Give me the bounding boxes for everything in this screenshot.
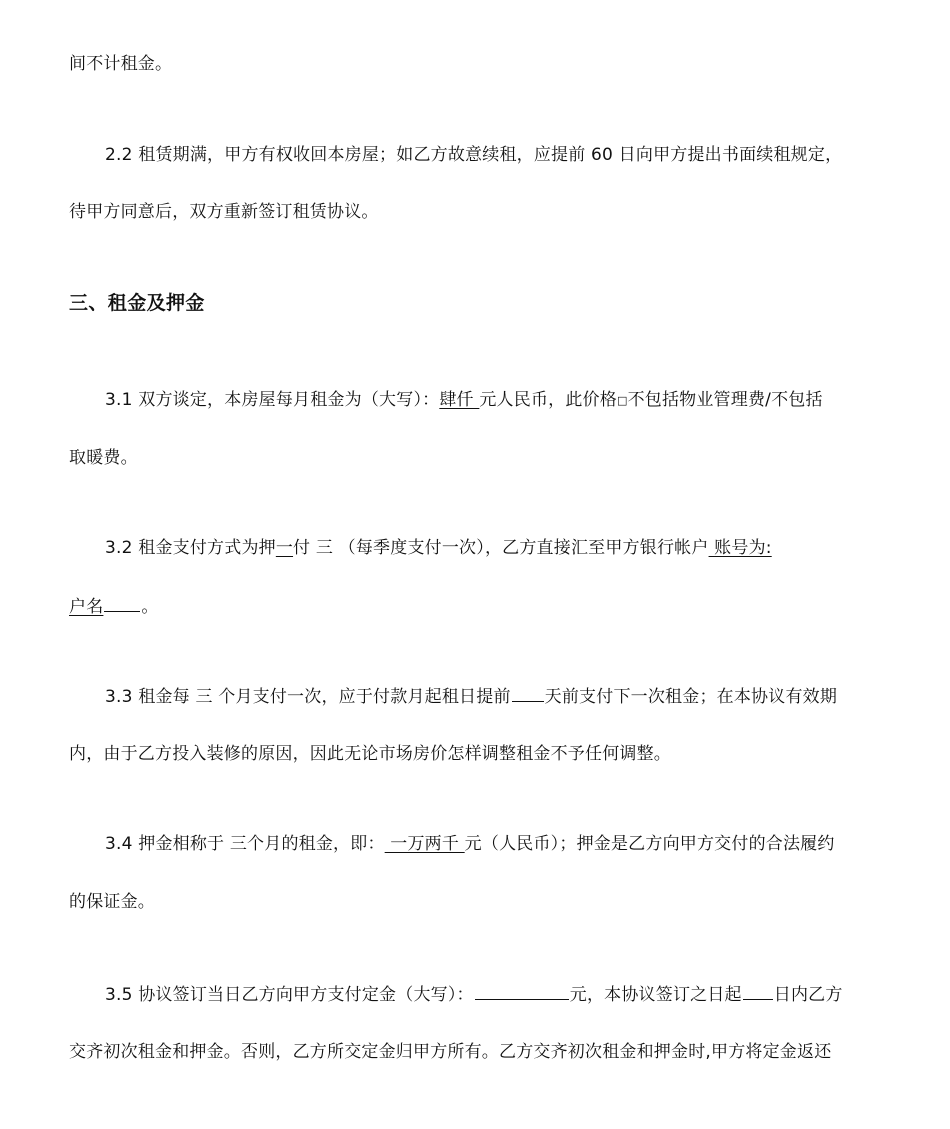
deposit-amount: 一万两千 <box>384 834 465 854</box>
monthly-rent-amount: 肆仟 <box>439 390 480 410</box>
clause-3-4-text-b: 元（人民币）；押金是乙方向甲方交付的合法履约 <box>464 834 835 854</box>
clause-3-2 <box>105 536 884 560</box>
checkbox-icon: □ <box>616 394 628 407</box>
days-blank <box>743 982 773 1000</box>
clause-3-2-text-b: 付 三 （每季度支付一次），乙方直接汇至甲方银行帐户 <box>293 538 709 558</box>
text-line-continuation <box>69 52 884 76</box>
clause-3-1 <box>105 388 884 413</box>
sentence-end: 。 <box>141 597 159 617</box>
clause-2-2-text-continued: 待甲方同意后，双方重新签订租赁协议。 <box>69 202 379 222</box>
clause-3-3 <box>105 684 884 709</box>
clause-2-2-text: 2.2 租赁期满，甲方有权收回本房屋；如乙方故意续租，应提前 60 日向甲方提出书面续租规定， <box>105 145 843 165</box>
clause-3-5 <box>105 982 884 1007</box>
clause-3-2-continued <box>69 594 884 619</box>
section-3-heading <box>69 291 884 315</box>
account-name-blank <box>104 594 140 612</box>
clause-3-1-text: 3.1 双方谈定，本房屋每月租金为（大写）： <box>105 390 440 410</box>
paragraph-text: 间不计租金。 <box>69 54 173 74</box>
advance-days-blank <box>512 684 544 702</box>
deposit-months-value: 一 <box>275 538 294 558</box>
clause-2-2-continued <box>69 200 884 224</box>
clause-3-5-text-c: 日内乙方 <box>773 985 843 1005</box>
clause-3-5-text-b: 元，本协议签订之日起 <box>569 985 742 1005</box>
clause-3-3-continued <box>69 742 884 766</box>
clause-3-4-text-continued: 的保证金。 <box>69 892 155 912</box>
clause-3-2-text: 3.2 租金支付方式为押 <box>105 538 276 558</box>
clause-2-2 <box>105 143 884 167</box>
clause-3-3-text-b: 天前支付下一次租金；在本协议有效期 <box>544 687 838 707</box>
account-name-label: 户名 <box>69 597 104 617</box>
clause-3-3-text-continued: 内，由于乙方投入装修的原因，因此无论市场房价怎样调整租金不予任何调整。 <box>69 744 671 764</box>
clause-3-4 <box>105 832 884 856</box>
clause-3-3-text: 3.3 租金每 三 个月支付一次，应于付款月起租日提前 <box>105 687 511 707</box>
clause-3-5-text-continued: 交齐初次租金和押金。否则，乙方所交定金归甲方所有。乙方交齐初次租金和押金时,甲方将定金返还 <box>69 1042 832 1062</box>
clause-3-5-text: 3.5 协议签订当日乙方向甲方支付定金（大写）： <box>105 985 474 1005</box>
down-payment-blank <box>475 982 569 1000</box>
clause-3-1-text-continued: 取暖费。 <box>69 448 138 468</box>
clause-3-1-text-c: 不包括物业管理费/不包括 <box>627 390 823 410</box>
clause-3-1-text-b: 元人民币，此价格 <box>479 390 617 410</box>
clause-3-5-continued <box>69 1040 884 1064</box>
section-title: 三、租金及押金 <box>69 292 205 314</box>
clause-3-1-continued <box>69 446 884 470</box>
clause-3-4-text: 3.4 押金相称于 三个月的租金，即： <box>105 834 385 854</box>
account-number-label: 账号为: <box>708 538 772 558</box>
clause-3-4-continued <box>69 890 884 914</box>
